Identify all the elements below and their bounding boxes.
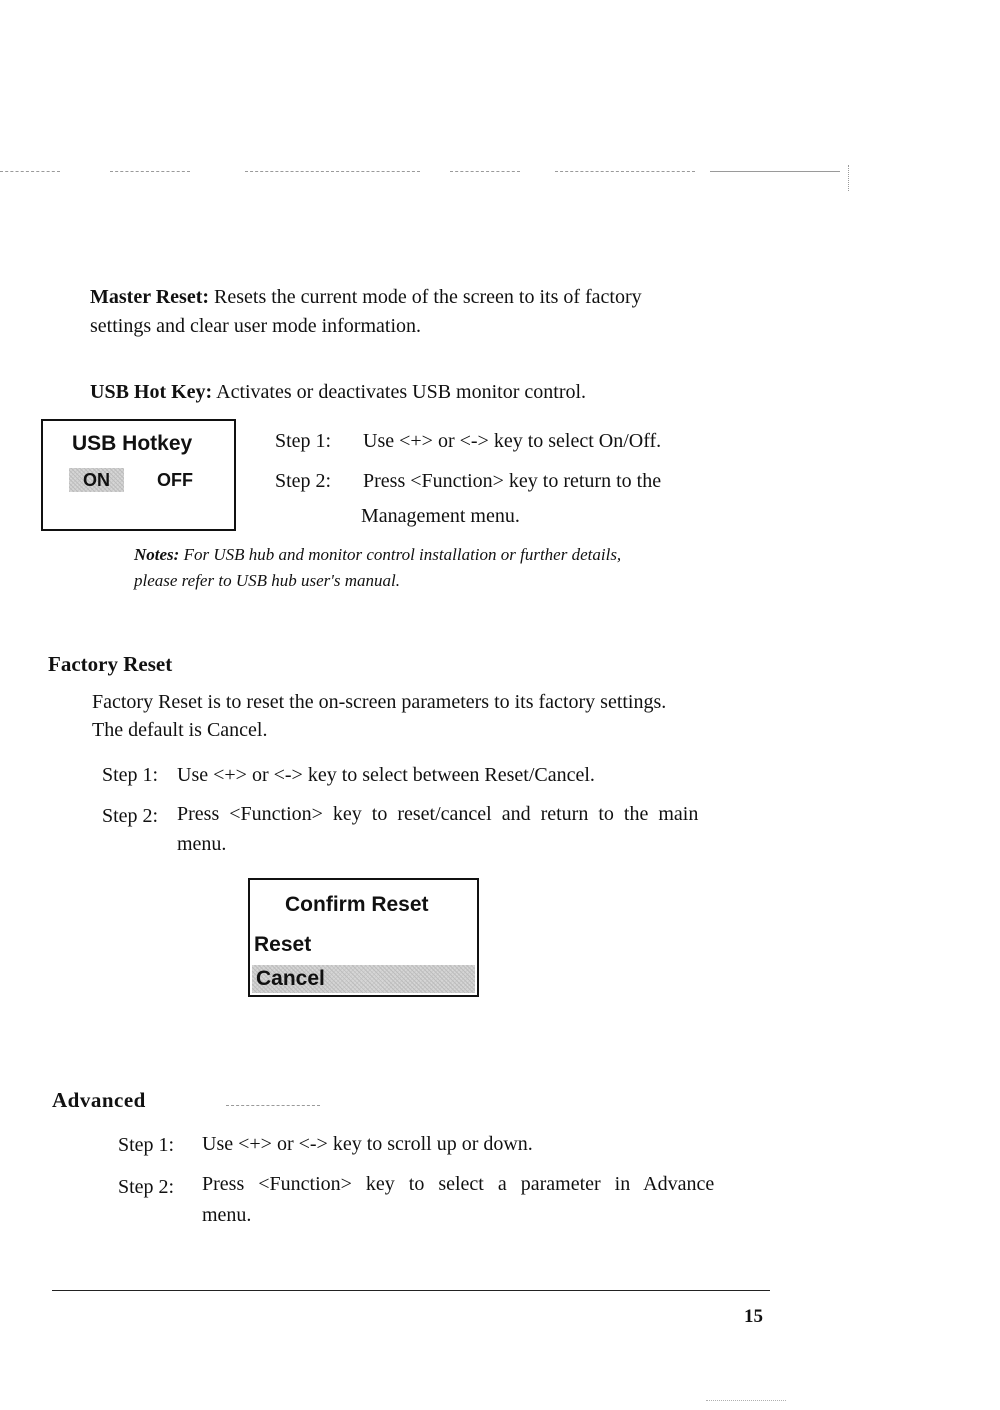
confirm-reset-reset-option[interactable]: Reset xyxy=(254,933,312,956)
advanced-step2-text-line2: menu. xyxy=(202,1204,252,1226)
usb-hotkey-osd-title: USB Hotkey xyxy=(72,432,193,455)
factory-reset-desc-line2: The default is Cancel. xyxy=(92,719,268,741)
usb-step2-text-line1: Press <Function> key to return to the xyxy=(363,470,662,492)
scan-artifact-line xyxy=(245,171,420,172)
factory-step2-text-line2: menu. xyxy=(177,833,227,855)
advanced-step1-text: Use <+> or <-> key to scroll up or down. xyxy=(202,1133,533,1155)
usb-notes-text-line1: For USB hub and monitor control installation or further details, xyxy=(183,545,622,564)
usb-hotkey-osd xyxy=(41,419,236,531)
usb-hot-key-para xyxy=(90,378,586,406)
usb-step1-label: Step 1: xyxy=(275,430,332,452)
confirm-reset-osd-title: Confirm Reset xyxy=(285,893,429,916)
usb-hot-key-desc: Activates or deactivates USB monitor control. xyxy=(216,381,587,403)
factory-reset-desc-line1: Factory Reset is to reset the on-screen parameters to its factory settings. xyxy=(92,691,667,713)
scan-artifact-bottom xyxy=(706,1400,786,1401)
usb-notes-line2: please refer to USB hub user's manual. xyxy=(134,571,401,590)
master-reset-para-line1 xyxy=(90,283,642,311)
scan-artifact-line xyxy=(110,171,190,172)
scan-artifact-line xyxy=(555,171,695,172)
usb-notes-label: Notes: xyxy=(134,545,180,564)
factory-step1-label: Step 1: xyxy=(102,764,159,786)
page-number: 15 xyxy=(744,1306,763,1327)
factory-step2-text-line1: Press <Function> key to reset/cancel and return to the main xyxy=(177,803,699,825)
advanced-step1-label: Step 1: xyxy=(118,1134,175,1156)
confirm-reset-cancel-option[interactable]: Cancel xyxy=(252,965,475,993)
usb-step2-label: Step 2: xyxy=(275,470,332,492)
advanced-step2-text-line1: Press <Function> key to select a parameter in Advance xyxy=(202,1173,715,1195)
factory-reset-heading: Factory Reset xyxy=(48,652,173,676)
scan-artifact-line xyxy=(0,171,60,172)
master-reset-term: Master Reset: xyxy=(90,286,210,308)
factory-step1-text: Use <+> or <-> key to select between Reset/Cancel. xyxy=(177,764,595,786)
master-reset-desc-line1: Resets the current mode of the screen to its of factory xyxy=(214,286,642,308)
scan-artifact-line xyxy=(450,171,520,172)
usb-hot-key-term: USB Hot Key: xyxy=(90,381,213,403)
usb-hotkey-off-option[interactable]: OFF xyxy=(157,470,193,490)
advanced-heading: Advanced xyxy=(52,1088,146,1112)
usb-hotkey-on-option[interactable]: ON xyxy=(69,468,124,492)
usb-step2-text-line2: Management menu. xyxy=(361,505,520,527)
factory-step2-label: Step 2: xyxy=(102,805,159,827)
confirm-reset-osd xyxy=(248,878,479,997)
master-reset-desc-line2: settings and clear user mode information. xyxy=(90,315,422,337)
scan-artifact-tick xyxy=(848,165,849,191)
scan-artifact-line xyxy=(710,171,840,172)
advanced-step2-label: Step 2: xyxy=(118,1176,175,1198)
usb-step1-text: Use <+> or <-> key to select On/Off. xyxy=(363,430,662,452)
usb-notes-line1 xyxy=(134,542,621,568)
advanced-scan-artifact xyxy=(226,1105,320,1106)
footer-rule xyxy=(52,1290,770,1291)
